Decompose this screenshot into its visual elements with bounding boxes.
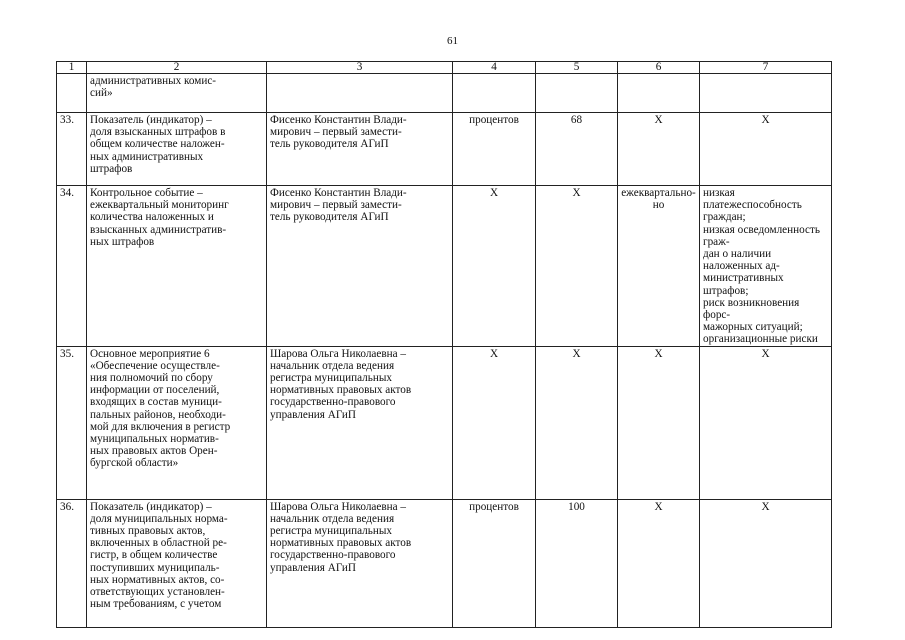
column-header: 1 bbox=[57, 62, 87, 74]
period-cell: Х bbox=[618, 499, 700, 627]
unit-cell: Х bbox=[453, 346, 536, 499]
row-number: 36. bbox=[57, 499, 87, 627]
column-header: 4 bbox=[453, 62, 536, 74]
row-number: 34. bbox=[57, 186, 87, 347]
indicator-cell: Контрольное событие – ежеквартальный мониторинг количества наложенных и взысканных административ- ных штрафов bbox=[87, 186, 267, 347]
continuation-row bbox=[57, 74, 832, 113]
table-row bbox=[57, 113, 832, 186]
period-cell: Х bbox=[618, 346, 700, 499]
unit-cell: процентов bbox=[453, 499, 536, 627]
row-number: 33. bbox=[57, 113, 87, 186]
page-number: 61 bbox=[447, 35, 458, 47]
indicator-cell: Показатель (индикатор) – доля взысканных штрафов в общем количестве наложен- ных административных штрафов bbox=[87, 113, 267, 186]
table-row bbox=[57, 346, 832, 499]
responsible-cell: Фисенко Константин Влади- мирович – первый замести- тель руководителя АГиП bbox=[267, 113, 453, 186]
unit-cell: Х bbox=[453, 186, 536, 347]
column-header: 5 bbox=[536, 62, 618, 74]
risks-cell: низкая платежеспособность граждан; низкая осведомленность граж- дан о наличии наложенных ад- министративных штрафов; риск возникновения форс- мажорных ситуаций; организационные риски bbox=[700, 186, 832, 347]
column-header: 7 bbox=[700, 62, 832, 74]
table-row bbox=[57, 186, 832, 347]
row-number: 35. bbox=[57, 346, 87, 499]
risks-cell: Х bbox=[700, 113, 832, 186]
plan-table bbox=[56, 61, 832, 628]
column-header: 2 bbox=[87, 62, 267, 74]
continuation-text: административных комис- сий» bbox=[87, 74, 267, 113]
indicator-cell: Основное мероприятие 6 «Обеспечение осуществле- ния полномочий по сбору информации от поселений, входящих в состав муници- пальных районов, необходи- мой для включения в регистр муниципальных норматив- ных правовых актов Орен- бургской области» bbox=[87, 346, 267, 499]
responsible-cell: Шарова Ольга Николаевна – начальник отдела ведения регистра муниципальных нормативных правовых актов государственно-правового управления АГиП bbox=[267, 499, 453, 627]
responsible-cell: Шарова Ольга Николаевна – начальник отдела ведения регистра муниципальных нормативных правовых актов государственно-правового управления АГиП bbox=[267, 346, 453, 499]
value-cell: 68 bbox=[536, 113, 618, 186]
risks-cell: Х bbox=[700, 499, 832, 627]
responsible-cell: Фисенко Константин Влади- мирович – первый замести- тель руководителя АГиП bbox=[267, 186, 453, 347]
column-number-row bbox=[57, 62, 832, 74]
unit-cell: процентов bbox=[453, 113, 536, 186]
period-cell: Х bbox=[618, 113, 700, 186]
column-header: 3 bbox=[267, 62, 453, 74]
value-cell: Х bbox=[536, 186, 618, 347]
column-header: 6 bbox=[618, 62, 700, 74]
value-cell: 100 bbox=[536, 499, 618, 627]
period-cell: ежеквартально- но bbox=[618, 186, 700, 347]
value-cell: Х bbox=[536, 346, 618, 499]
risks-cell: Х bbox=[700, 346, 832, 499]
table-row bbox=[57, 499, 832, 627]
indicator-cell: Показатель (индикатор) – доля муниципальных норма- тивных правовых актов, включенных в областной ре- гистр, в общем количестве поступивших муниципаль- ных нормативных актов, со- ответствующих установлен- ным требованиям, с учетом bbox=[87, 499, 267, 627]
